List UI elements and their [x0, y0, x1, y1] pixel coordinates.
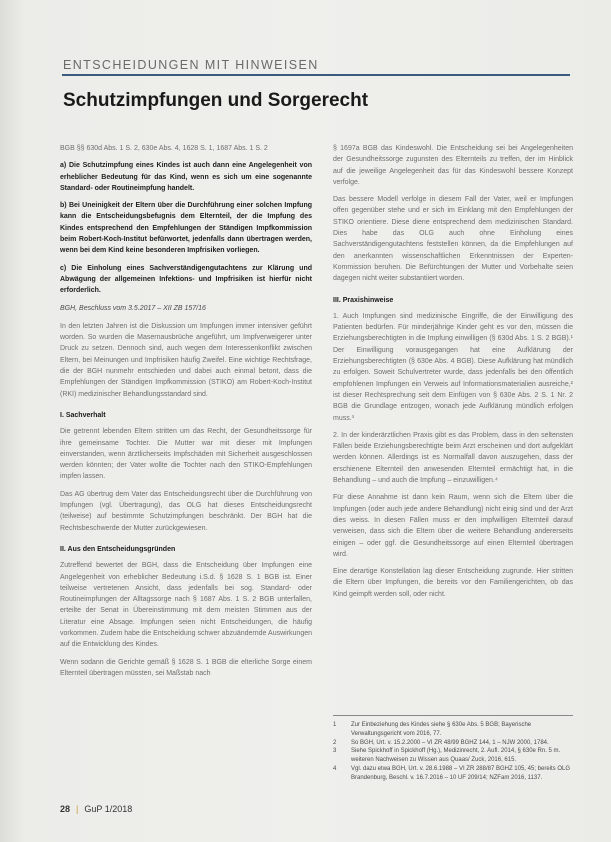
- right-column: [333, 143, 573, 606]
- practice-paragraph-2: 2. In der kinderärztlichen Praxis gibt es das Problem, dass in den seltensten Fällen beide Erziehungsberechtigte beim Arzt erscheinen und dort aufgeklärt werden können. Allerdings ist es Normalfall davon auszugehen, dass der erschienene Elternteil den anwesenden Elternteil ermächtigt hat, in die Behandlung – und auch die Impfung – einzuwilligen.⁴: [333, 431, 573, 485]
- practice-paragraph-4: Eine derartige Konstellation lag dieser Entscheidung zugrunde. Hier stritten die Eltern über Impfungen, die bereits vor den Familiengerichten, ob das Kind geimpft werden soll, oder nicht.: [333, 568, 573, 598]
- footnote: 1 Zur Einbeziehung des Kindes siehe § 630e Abs. 5 BGB; Bayerische Verwaltungsgericht vom 2016, 77.: [333, 722, 532, 737]
- reasons-paragraph-1: Zutreffend bewertet der BGH, dass die Entscheidung über Impfungen eine Angelegenheit von erheblicher Bedeutung i.S.d. § 1628 S. 1 BGB ist. Einer teilweise vertretenen Ansicht, dass jedenfalls bei sog. Standard- oder Routineimpfungen der Alltagssorge nach § 1687 Abs. 1 S. 2 BGB unterfallen, erteilte der Senat in Übereinstimmung mit dem meisten Stimmen aus der Literatur eine Absage. Impfungen seien nicht Entscheidungen, die häufig vorkommen. Zudem habe die Entscheidung schwer abzuändernde Auswirkungen auf die Entwicklung des Kindes.: [60, 562, 312, 649]
- left-column: [60, 143, 312, 685]
- header-rule: [62, 74, 570, 76]
- page-number: 28: [60, 804, 71, 814]
- article-title: Schutzimpfungen und Sorgerecht: [63, 90, 369, 111]
- reasons-paragraph-2: Wenn sodann die Gerichte gemäß § 1628 S. 1 BGB die elterliche Sorge einem Elternteil übertragen müssten, sei Maßstab nach: [60, 658, 312, 677]
- heading-sachverhalt: I. Sachverhalt: [60, 411, 106, 419]
- norms-line: BGB §§ 630d Abs. 1 S. 2, 630e Abs. 4, 1628 S. 1, 1687 Abs. 1 S. 2: [60, 145, 268, 152]
- guiding-principle-b: b) Bei Uneinigkeit der Eltern über die Durchführung einer solchen Impfung kann die Entscheidungsbefugnis dem Elternteil, der die Impfung des Kindes entsprechend den Empfehlungen der Ständigen Impfkommission beim Robert-Koch-Institut befürwortet, jedenfalls dann übertragen werden, wenn bei dem Kind keine besonderen Impfrisiken vorliegen.: [60, 202, 312, 255]
- reasons-paragraph-4: Das bessere Modell verfolge in diesem Fall der Vater, weil er Impfungen offen gegenüber stehe und er sich im Einklang mit den Empfehlungen der STIKO orientiere. Diese diene entsprechend dem medizinischen Standard. Dies habe das OLG auch ohne Einholung eines Sachverständigengutachtens feststellen können, da die Empfehlungen auf den anerkannten wissenschaftlichen Erkenntnissen der Experten-Kommission beruhen. Die Befürchtungen der Mutter und Vorbehalte seien dagegen nicht weiter substantiiert worden.: [333, 196, 573, 283]
- guiding-principle-a: a) Die Schutzimpfung eines Kindes ist auch dann eine Angelegenheit von erheblicher Bedeutung für das Kind, wenn es sich um eine sogenannte Standard- oder Routineimpfung handelt.: [60, 162, 312, 192]
- journal-issue: GuP 1/2018: [84, 804, 133, 814]
- footer-separator: |: [76, 804, 79, 814]
- section-kicker: ENTSCHEIDUNGEN MIT HINWEISEN: [63, 58, 319, 72]
- page-footer: [60, 804, 132, 814]
- decision-citation: BGH, Beschluss vom 3.5.2017 – XII ZB 157/16: [60, 304, 206, 312]
- footnote: 3 Siehe Spickhoff in Spickhoff (Hg.), Medizinrecht, 2. Aufl. 2014, § 630e Rn. 5 m. weiteren Nachweisen zu Wissen aus Quaas/ Zuck, 2016, 615.: [333, 748, 561, 764]
- heading-praxishinweise: III. Praxishinweise: [333, 296, 394, 304]
- footnotes: [333, 715, 573, 783]
- guiding-principle-c: c) Die Einholung eines Sachverständigengutachtens zur Klärung und Abwägung der allgemeinen Infektions- und Impfrisiken ist hierfür nicht erforderlich.: [60, 264, 312, 295]
- facts-paragraph-2: Das AG übertrug dem Vater das Entscheidungsrecht über die Durchführung von Impfungen (vgl. Übertragung), das OLG hat dieses Entscheidungsrecht (teilweise) auf bestimmte Schutzimpfungen beschränkt. Der BGH hat die Rechtsbeschwerde der Mutter zurückgewiesen.: [60, 490, 312, 532]
- footnote: 2 So BGH, Urt. v. 15.2.2000 – VI ZR 48/99 BGHZ 144, 1 – NJW 2000, 1784.: [333, 739, 549, 746]
- practice-paragraph-3: Für diese Annahme ist dann kein Raum, wenn sich die Eltern über die Impfungen (oder auch jede andere Behandlung) nicht einig sind und der Arzt dies weiss. In diesen Fällen muss er den impfwilligen Elternteil darauf verweisen, dass sich die Eltern über die weitere Behandlung andererseits einigen – oder ggf. die Gesundheitssorge auf einen Elternteil übertragen wird.: [333, 494, 573, 558]
- intro-paragraph: In den letzten Jahren ist die Diskussion um Impfungen immer intensiver geführt worden. So wurden die Masernausbrüche angeführt, um Impfverweigerer unter Druck zu setzen. Dennoch sind, auch wegen dem Interessenkonflikt zwischen Eltern, bei Meinungen und Impfrisiken häufig Zweifel. Eine wichtige Rechtsfrage, die der BGH nunmehr entschieden und dabei auch einmal betont, dass die Empfehlungen der Ständigen Impfkommission (STIKO) am Robert-Koch-Institut (RKI) medizinischer Behandlungsstandard sind.: [60, 322, 312, 398]
- footnote: 4 Vgl. dazu etwa BGH, Urt. v. 28.6.1988 – VI ZR 288/87 BGHZ 105, 45; bereits OLG Brandenburg, Beschl. v. 16.7.2016 – 10 UF 209/14; NZFam 2016, 1137.: [333, 765, 570, 781]
- reasons-paragraph-3: § 1697a BGB das Kindeswohl. Die Entscheidung sei bei Angelegenheiten der Gesundheitssorge zugunsten des Elternteils zu treffen, der im Hinblick auf die jeweilige Angelegenheit das für das Kindeswohl bessere Konzept verfolge.: [333, 145, 573, 186]
- practice-paragraph-1: 1. Auch Impfungen sind medizinische Eingriffe, die der Einwilligung des Patienten bedürfen. Für minderjährige Kinder geht es vor den, müssen die Erziehungsberechtigten in die Impfung einwilligen (§ 630d Abs. 1 S. 2 BGB).¹ Der Einwilligung vorausgegangen hat eine Aufklärung der Erziehungsberechtigten (§ 630e Abs. 4 BGB). Diese Aufklärung hat mündlich zu erfolgen. Soweit Schulvertreter wurde, dass jedenfalls bei den öffentlich empfohlenen Impfungen ein Verweis auf Informationsmaterialien ausreiche,² ist dieser Rechtsprechung seit dem Einfügen von § 630e Abs. 2 S. 1 Nr. 2 BGB die Grundlage entzogen, wonach jede Aufklärung mündlich erfolgen muss.³: [333, 312, 573, 422]
- facts-paragraph-1: Die getrennt lebenden Eltern stritten um das Recht, der Gesundheitssorge für ihre gemeinsame Tochter. Die Mutter war mit dieser mit Impfungen einverstanden, wenn ärztlicherseits Impfschäden mit Sicherheit ausgeschlossen werden könnten; der Vater wollte die Tochter nach den STIKO-Empfehlungen impfen lassen.: [60, 428, 312, 481]
- heading-entscheidungsgruende: II. Aus den Entscheidungsgründen: [60, 545, 176, 553]
